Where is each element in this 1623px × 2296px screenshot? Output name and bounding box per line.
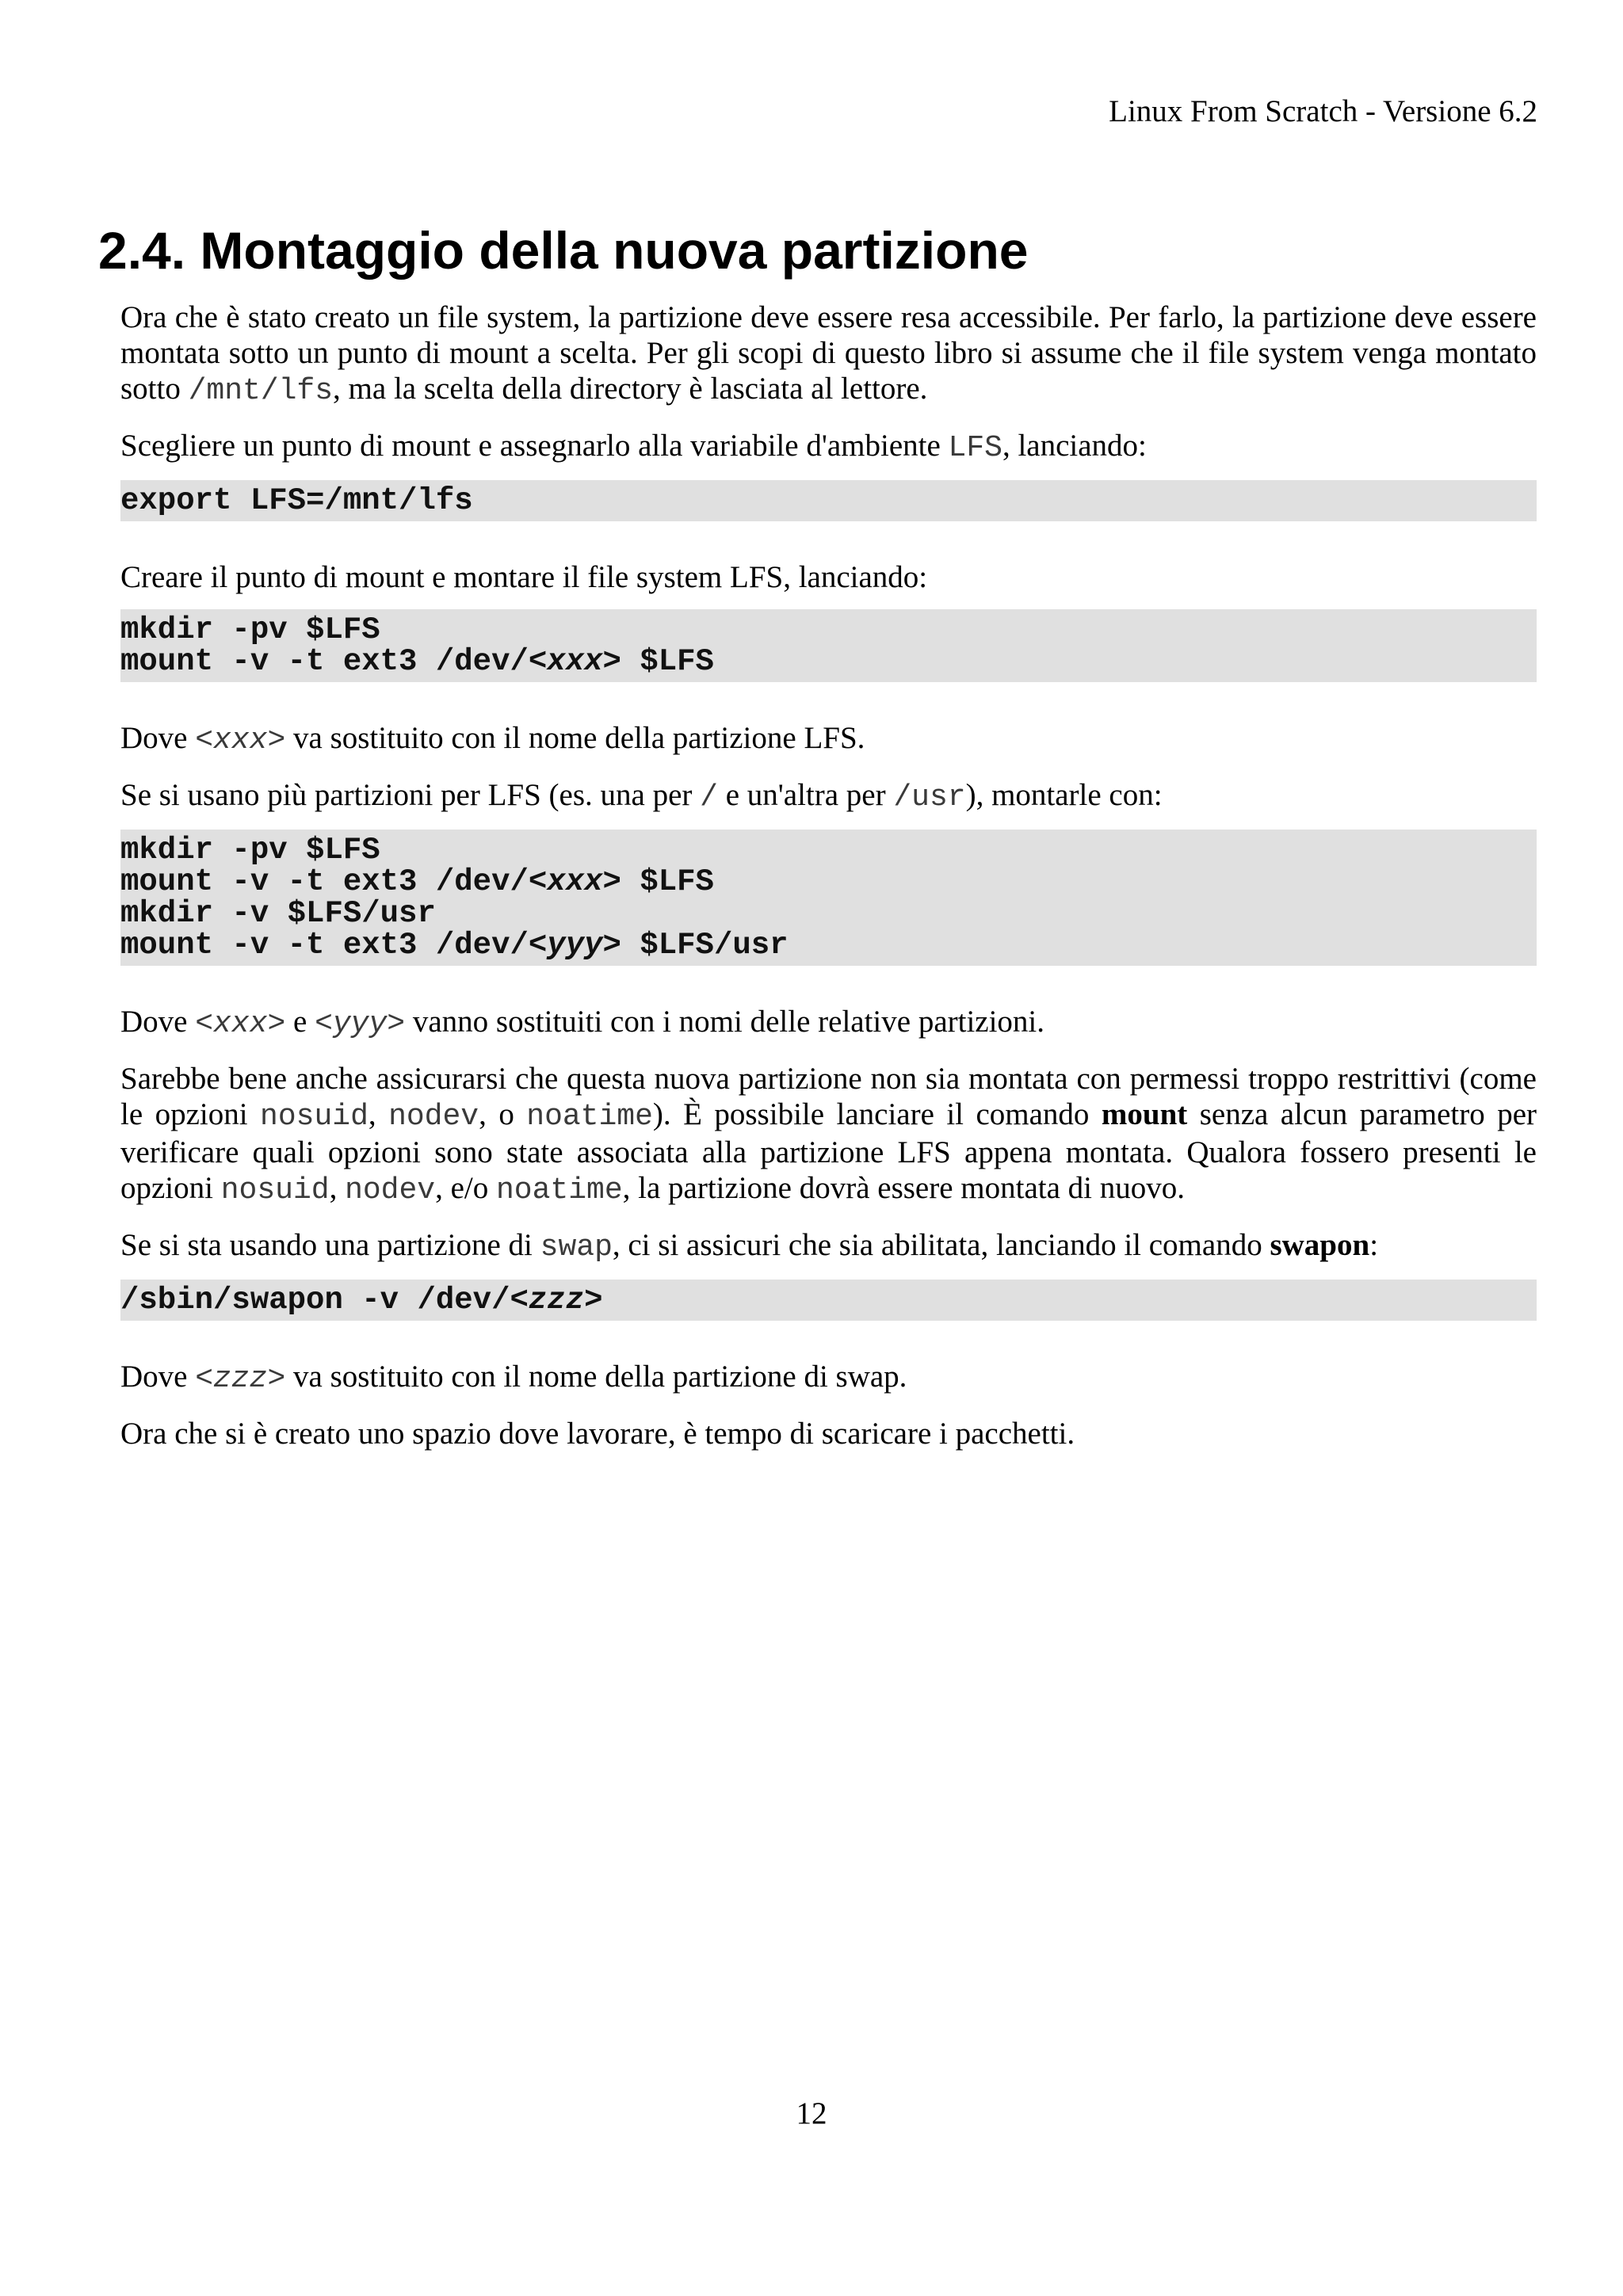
inline-placeholder: <xxx> bbox=[195, 1007, 286, 1041]
code-text: mount -v -t ext3 /dev/ bbox=[120, 644, 529, 679]
paragraph-where-zzz bbox=[120, 1359, 1537, 1397]
code-text: mount -v -t ext3 /dev/ bbox=[120, 928, 529, 963]
paragraph-swap bbox=[120, 1227, 1537, 1265]
text: , lanciando: bbox=[1002, 429, 1147, 463]
code-text: mount -v -t ext3 /dev/ bbox=[120, 864, 529, 899]
code-block-export bbox=[120, 480, 1537, 521]
text: Se si usano più partizioni per LFS (es. una per bbox=[120, 778, 701, 812]
text: Dove bbox=[120, 721, 196, 755]
text: , bbox=[368, 1097, 389, 1131]
text: e bbox=[285, 1005, 315, 1039]
paragraph-create-mount bbox=[120, 559, 1537, 595]
text: , la partizione dovrà essere montata di nuovo. bbox=[622, 1171, 1185, 1205]
inline-code: nodev bbox=[388, 1100, 479, 1134]
code-block-mount bbox=[120, 609, 1537, 682]
text: , bbox=[329, 1171, 346, 1205]
paragraph-mount-options bbox=[120, 1061, 1537, 1208]
text: va sostituito con il nome della partizione LFS. bbox=[285, 721, 865, 755]
code-line bbox=[120, 929, 1537, 961]
command-name: mount bbox=[1101, 1097, 1188, 1131]
inline-code: swap bbox=[540, 1230, 613, 1264]
placeholder: <xxx> bbox=[528, 644, 621, 679]
text: Dove bbox=[120, 1005, 196, 1039]
text: e un'altra per bbox=[717, 778, 894, 812]
code-line: export LFS=/mnt/lfs bbox=[120, 483, 473, 518]
paragraph-where-xxx bbox=[120, 720, 1537, 758]
text: Sarebbe bene anche assicurarsi che questa nuova partizione non sia montata con permessi troppo restrittivi (come le opzioni bbox=[120, 1062, 1537, 1131]
code-block-mount-multi bbox=[120, 830, 1537, 966]
paragraph-multiple-partitions bbox=[120, 777, 1537, 815]
code-text: $LFS/usr bbox=[621, 928, 789, 963]
inline-code: nodev bbox=[345, 1173, 436, 1207]
text: va sostituito con il nome della partizione di swap. bbox=[285, 1360, 907, 1394]
placeholder: <xxx> bbox=[528, 864, 621, 899]
text: Dove bbox=[120, 1360, 196, 1394]
text: , ma la scelta della directory è lasciata al lettore. bbox=[333, 372, 928, 406]
inline-placeholder: <zzz> bbox=[195, 1362, 286, 1396]
code-line: mkdir -v $LFS/usr bbox=[120, 896, 436, 931]
text: , o bbox=[479, 1097, 527, 1131]
inline-code: nosuid bbox=[220, 1173, 330, 1207]
code-line bbox=[120, 866, 1537, 898]
section-title: 2.4. Montaggio della nuova partizione bbox=[98, 221, 1029, 280]
code-line: mkdir -pv $LFS bbox=[120, 612, 380, 647]
command-name: swapon bbox=[1270, 1228, 1370, 1262]
text: Se si sta usando una partizione di bbox=[120, 1228, 540, 1262]
running-header: Linux From Scratch - Versione 6.2 bbox=[1109, 94, 1537, 128]
placeholder: <yyy> bbox=[528, 928, 621, 963]
text: ). È possibile lanciare il comando bbox=[652, 1097, 1102, 1131]
text: , ci si assicuri che sia abilitata, lanciando il comando bbox=[612, 1228, 1270, 1262]
section-body bbox=[120, 299, 1537, 1470]
inline-placeholder: <xxx> bbox=[195, 723, 286, 757]
inline-code: nosuid bbox=[260, 1100, 369, 1134]
text: , e/o bbox=[435, 1171, 496, 1205]
paragraph-closing bbox=[120, 1416, 1537, 1451]
inline-code: noatime bbox=[496, 1173, 623, 1207]
code-text: $LFS bbox=[621, 644, 714, 679]
code-line: mkdir -pv $LFS bbox=[120, 833, 380, 868]
text: vanno sostituiti con i nomi delle relative partizioni. bbox=[405, 1005, 1045, 1039]
inline-code: /mnt/lfs bbox=[188, 374, 334, 408]
code-text: $LFS bbox=[621, 864, 714, 899]
paragraph-choose-mount bbox=[120, 428, 1537, 466]
code-line bbox=[120, 1284, 1537, 1316]
inline-code: /usr bbox=[893, 780, 966, 814]
code-line bbox=[120, 646, 1537, 677]
text: senza alcun parametro per verificare quali opzioni sono state associata alla partizione LFS appena montata. Qualora fossero presenti le opzioni bbox=[120, 1097, 1537, 1205]
text: Ora che si è creato uno spazio dove lavorare, è tempo di scaricare i pacchetti. bbox=[120, 1417, 1075, 1451]
inline-code: noatime bbox=[526, 1100, 653, 1134]
inline-code: / bbox=[700, 780, 718, 814]
text: Ora che è stato creato un file system, la partizione deve essere resa accessibile. Per farlo, la partizione deve essere montata sotto un punto di mount a scelta. Per gli scopi di questo libro si assume che il file system venga montato sotto bbox=[120, 300, 1537, 406]
inline-code: LFS bbox=[948, 431, 1002, 465]
code-block-swapon bbox=[120, 1280, 1537, 1321]
text: Scegliere un punto di mount e assegnarlo alla variabile d'ambiente bbox=[120, 429, 949, 463]
text: ), montarle con: bbox=[965, 778, 1163, 812]
inline-placeholder: <yyy> bbox=[315, 1007, 406, 1041]
placeholder: <zzz> bbox=[510, 1283, 603, 1318]
page-number: 12 bbox=[796, 2096, 827, 2130]
text: Creare il punto di mount e montare il file system LFS, lanciando: bbox=[120, 560, 928, 594]
paragraph-intro bbox=[120, 299, 1537, 409]
text: : bbox=[1369, 1228, 1379, 1262]
paragraph-where-xxx-yyy bbox=[120, 1004, 1537, 1042]
code-text: /sbin/swapon -v /dev/ bbox=[120, 1283, 510, 1318]
